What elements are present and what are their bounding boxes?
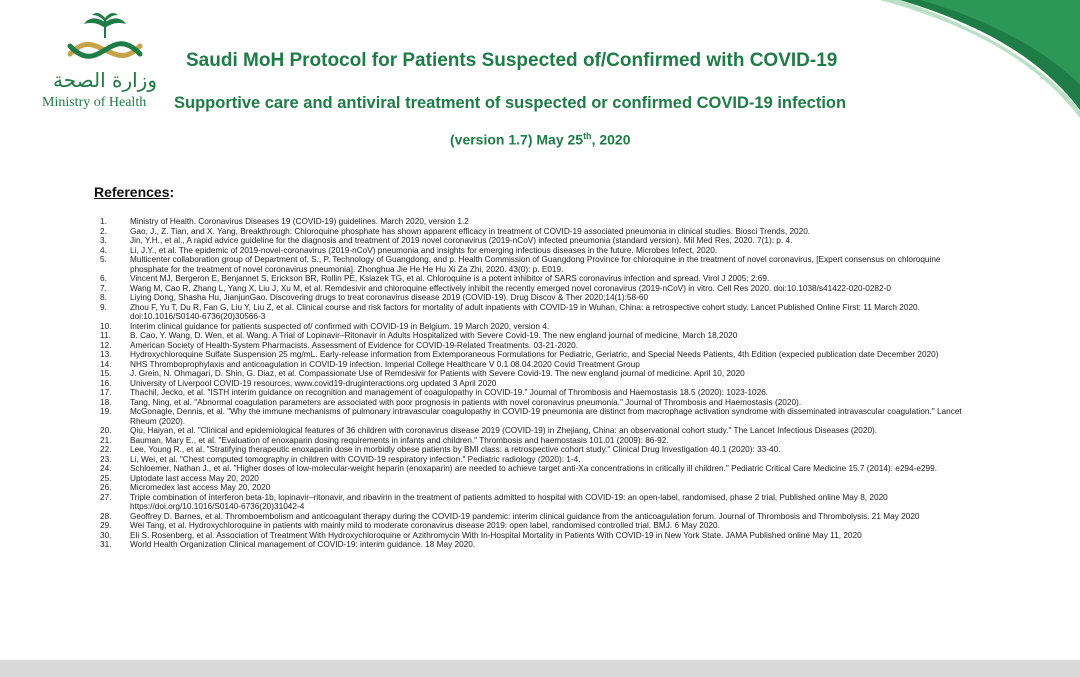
reference-text: Ministry of Health. Coronavirus Diseases 19 (COVID-19) guidelines. March 2020, version 1.2	[130, 217, 469, 226]
reference-item	[100, 331, 980, 341]
reference-number: 29.	[100, 521, 112, 530]
reference-number: 27.	[100, 492, 112, 502]
reference-item	[100, 512, 980, 522]
reference-text: Uptodate last access May 20, 2020	[130, 473, 259, 483]
reference-text: Multicenter collaboration group of Department of, S., P. Technology of Guangdong, and p. Health Commission of Guangdong Province for chloroquine in the treatment of novel coronavirus, [Expert consensus on chloroquine phosphate for the treatment of novel coronavirus pneumonia]. Zhonghua Jie He He Hu Xi Za Zhi, 2020. 43(0): p. E019.	[130, 255, 941, 274]
reference-item	[100, 303, 980, 322]
reference-item	[100, 474, 980, 484]
reference-number: 11.	[100, 331, 111, 340]
references-heading-colon: :	[169, 184, 175, 200]
reference-text: Jin, Y.H., et al., A rapid advice guideline for the diagnosis and treatment of 2019 novel coronavirus (2019-nCoV) infected pneumonia (standard version). Mil Med Res, 2020. 7(1): p. 4.	[130, 236, 793, 245]
reference-item	[100, 445, 980, 455]
reference-text: World Health Organization Clinical management of COVID-19: interim guidance. 18 May 2020.	[130, 540, 476, 549]
reference-number: 23.	[100, 454, 112, 464]
reference-number: 18.	[100, 397, 112, 407]
reference-text: American Society of Health-System Pharmacists. Assessment of Evidence for COVID-19-Related Treatments. 03-21-2020.	[130, 340, 578, 350]
reference-item	[100, 464, 980, 474]
reference-text: Thachil, Jecko, et al. "ISTH interim guidance on recognition and management of coagulopathy in COVID-19." Journal of Thrombosis and Haemostasis 18.5 (2020): 1023-1026.	[130, 388, 769, 397]
reference-text: Liying Dong, Shasha Hu, JianjunGao. Discovering drugs to treat coronavirus disease 2019 (COVID-19). Drug Discov & Ther 2020;14(1):58-60	[130, 293, 649, 302]
reference-number: 2.	[100, 226, 107, 236]
reference-number: 22.	[100, 445, 112, 454]
bottom-scroll-bar	[0, 660, 1080, 677]
logo-english-text: Ministry of Health	[42, 95, 147, 110]
reference-number: 20.	[100, 426, 112, 435]
references-heading	[94, 184, 174, 200]
reference-text: Zhou F, Yu T, Du R, Fan G, Liu Y, Liu Z, et al. Clinical course and risk factors for mortality of adult inpatients with COVID-19 in Wuhan, China: a retrospective cohort study. Lancet Published Online First: 11 March 2020. doi:10.1016/S0140-6736(20)30566-3	[130, 302, 920, 321]
reference-item	[100, 217, 980, 227]
reference-item	[100, 350, 980, 360]
reference-number: 3.	[100, 236, 107, 245]
document-subtitle: Supportive care and antiviral treatment of suspected or confirmed COVID-19 infection	[174, 94, 847, 112]
reference-item	[100, 398, 980, 408]
references-list	[100, 217, 980, 550]
references-heading-label: References	[94, 184, 170, 200]
reference-text: Tang, Ning, et al. "Abnormal coagulation parameters are associated with poor prognosis in patients with novel coronavirus pneumonia." Journal of Thrombosis and Haemostasis (2020).	[130, 397, 802, 407]
version-superscript: th	[583, 131, 592, 141]
reference-number: 31.	[100, 540, 112, 549]
reference-item	[100, 493, 980, 512]
reference-item	[100, 236, 980, 246]
reference-number: 1.	[100, 217, 107, 226]
reference-text: Micromedex last access May 20, 2020	[130, 483, 271, 492]
reference-text: NHS Thromboprophylaxis and anticoagulation in COVID-19 infection. Imperial College Healthcare V 0.1 08.04.2020 Covid Treatment Group	[130, 359, 640, 369]
version-line	[450, 131, 631, 148]
reference-item	[100, 227, 980, 237]
reference-text: University of Liverpool COVID-19 resources, www.covid19-druginteractions.org updated 3 April 2020	[130, 378, 497, 388]
reference-number: 30.	[100, 530, 112, 540]
reference-number: 10.	[100, 321, 112, 331]
reference-text: Qiu, Haiyan, et al. "Clinical and epidemiological features of 36 children with coronavirus disease 2019 (COVID-19) in Zhejiang, China: an observational cohort study." The Lancet Infectious Diseases (2020).	[130, 426, 878, 435]
reference-text: Bauman, Mary E., et al. "Evaluation of enoxaparin dosing requirements in infants and children." Thrombosis and haemostasis 101.01 (2009): 86-92.	[130, 435, 669, 445]
reference-text: Gao, J., Z. Tian, and X. Yang, Breakthrough: Chloroquine phosphate has shown apparent efficacy in treatment of COVID-19 associated pneumonia in clinical studies. Biosci Trends, 2020.	[130, 226, 811, 236]
reference-item	[100, 540, 980, 550]
reference-text: McGonagle, Dennis, et al. "Why the immune mechanisms of pulmonary intravascular coagulopathy in COVID-19 pneumonia are distinct from macrophage activation syndrome with disseminated intravascular coagulation." Lancet Rheum (2020).	[130, 407, 962, 426]
reference-item	[100, 369, 980, 379]
reference-item	[100, 436, 980, 446]
reference-text: Wang M, Cao R, Zhang L, Yang X, Liu J, Xu M, et al. Remdesivir and chloroquine effectively inhibit the recently emerged novel coronavirus (2019-nCoV) in vitro. Cell Res 2020. doi:10.1038/s41422-020-0282-0	[130, 283, 891, 293]
reference-number: 6.	[100, 274, 107, 283]
reference-number: 25.	[100, 473, 112, 483]
reference-number: 7.	[100, 283, 107, 293]
reference-text: B. Cao, Y. Wang, D. Wen, et al. Wang. A Trial of Lopinavir–Ritonavir in Adults Hospitalized with Severe Covid-19. The new england journal of medicine, March 18,2020	[130, 331, 738, 340]
reference-item	[100, 255, 980, 274]
reference-item	[100, 521, 980, 531]
reference-number: 24.	[100, 464, 112, 473]
reference-item	[100, 426, 980, 436]
reference-number: 17.	[100, 388, 112, 397]
reference-item	[100, 388, 980, 398]
reference-item	[100, 455, 980, 465]
version-suffix: , 2020	[591, 131, 631, 148]
reference-number: 21.	[100, 435, 112, 445]
reference-number: 8.	[100, 293, 107, 302]
reference-text: Wei Tang, et al. Hydroxychloroquine in patients with mainly mild to moderate coronavirus disease 2019: open label, randomised controlled trial. BMJ. 6 May 2020.	[130, 521, 720, 530]
reference-number: 15.	[100, 369, 112, 378]
reference-item	[100, 379, 980, 389]
reference-text: Eli S. Rosenberg, et al. Association of Treatment With Hydroxychloroquine or Azithromycin With In-Hospital Mortality in Patients With COVID-19 in New York State. JAMA Published online May 11, 2020	[130, 530, 862, 540]
reference-number: 28.	[100, 511, 112, 521]
reference-item	[100, 293, 980, 303]
reference-number: 26.	[100, 483, 112, 492]
reference-text: Vincent MJ, Bergeron E, Benjannet S, Erickson BR, Rollin PE, Ksiazek TG, et al. Chloroquine is a potent inhibitor of SARS coronavirus infection and spread. Virol J 2005; 2:69.	[130, 274, 770, 283]
reference-number: 5.	[100, 255, 107, 264]
reference-text: Triple combination of interferon beta-1b, lopinavir–ritonavir, and ribavirin in the treatment of patients admitted to hospital with COVID-19: an open-label, randomised, phase 2 trial, Published online May 8, 2020 https://doi.org/10.1016/S0140-6736(20)31042-4	[130, 492, 888, 511]
reference-number: 14.	[100, 359, 112, 369]
reference-item	[100, 531, 980, 541]
reference-item	[100, 274, 980, 284]
reference-text: J. Grein, N. Ohmagari, D. Shin, G. Diaz, et al. Compassionate Use of Remdesivir for Patients with Severe Covid-19. The new england journal of medicine. April 10, 2020	[130, 369, 745, 378]
green-swoosh-decoration	[860, 0, 1080, 120]
reference-number: 12.	[100, 340, 112, 350]
reference-text: Interim clinical guidance for patients suspected of/ confirmed with COVID-19 in Belgium. 19 March 2020, version 4.	[130, 321, 550, 331]
reference-text: Li, J.Y., et al. The epidemic of 2019-novel-coronavirus (2019-nCoV) pneumonia and insights for emerging infectious diseases in the future. Microbes Infect, 2020.	[130, 245, 718, 255]
reference-item	[100, 246, 980, 256]
reference-item	[100, 284, 980, 294]
reference-item	[100, 360, 980, 370]
reference-text: Li, Wei, et al. "Chest computed tomography in children with COVID-19 respiratory infection." Pediatric radiology (2020): 1-4.	[130, 454, 581, 464]
reference-item	[100, 322, 980, 332]
reference-text: Geoffrey D. Barnes, et al. Thromboembolism and anticoagulant therapy during the COVID-19 pandemic: interim clinical guidance from the anticoagulation forum. Journal of Thrombosis and Thrombolysis. 21 May 2020	[130, 511, 920, 521]
reference-item	[100, 341, 980, 351]
version-prefix: (version 1.7) May 25	[450, 131, 584, 148]
document-title: Saudi MoH Protocol for Patients Suspected of/Confirmed with COVID-19	[186, 50, 838, 71]
reference-number: 16.	[100, 378, 112, 388]
logo-arabic-text: وزارة الصحة	[53, 68, 157, 92]
reference-item	[100, 483, 980, 493]
reference-text: Hydroxychloroquine Sulfate Suspension 25 mg/mL. Early-release information from Extemporaneous Formulations for Pediatric, Geriatric, and Special Needs Patients, 4th Edition (expecied publication date December 2020)	[130, 350, 939, 359]
reference-number: 13.	[100, 350, 112, 359]
reference-number: 19.	[100, 407, 112, 416]
reference-text: Schloemer, Nathan J., et al. "Higher doses of low-molecular-weight heparin (enoxaparin) are needed to achieve target anti-Xa concentrations in critically ill children." Pediatric Critical Care Medicine 15.7 (2014): e294-e299.	[130, 464, 937, 473]
reference-number: 9.	[100, 302, 107, 312]
reference-item	[100, 407, 980, 426]
reference-number: 4.	[100, 245, 107, 255]
reference-text: Lee, Young R., et al. "Stratifying therapeutic enoxaparin dose in morbidly obese patients by BMI class: a retrospective cohort study." Clinical Drug Investigation 40.1 (2020): 33-40.	[130, 445, 781, 454]
